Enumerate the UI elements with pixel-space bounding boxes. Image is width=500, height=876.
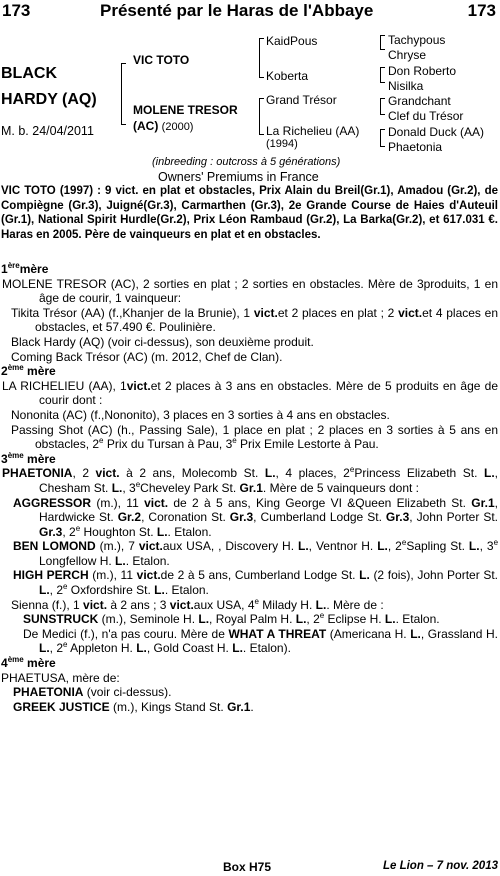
text: L. [136, 641, 147, 656]
text: BEN LOMOND [13, 539, 96, 554]
text: vict. [136, 568, 161, 583]
text: PHAETONIA [13, 685, 84, 700]
text: (m.), 7 [95, 539, 139, 554]
sup: e [63, 582, 68, 592]
text: et 2 places en plat ; 2 [277, 305, 399, 320]
text: de 2 à 5 ans, King George VI &Queen Elizabeth St. [168, 495, 472, 510]
text: , Royal Palm H. [209, 612, 296, 627]
text: , 4 places, 2 [275, 466, 350, 481]
dam3-offspring-ben-lomond [1, 539, 498, 568]
sup: e [493, 538, 499, 548]
text: Prix du Tursan à Pau, 3 [103, 437, 233, 452]
text: de 2 à 5 ans, Cumberland Lodge St. [160, 568, 360, 583]
text: , 2 [306, 612, 320, 627]
text: , Coronation St. [141, 510, 230, 525]
text: Gr.1 [239, 480, 263, 495]
dam3-offspring-de-medici [1, 627, 498, 656]
text: , Chesham St. [39, 466, 498, 495]
text: L. [410, 626, 421, 641]
pedigree-gen3-6: Clef du Trésor [388, 109, 464, 123]
dam3-heading [1, 452, 498, 467]
text: vict. [138, 539, 163, 554]
text: L. [156, 524, 168, 539]
text: (m.), 11 [91, 495, 145, 510]
dam2-offspring-2 [1, 423, 498, 452]
dam1-heading [1, 262, 498, 277]
dam2-main [1, 379, 498, 408]
text: vict. [144, 495, 169, 510]
text: . Mère de 5 vainqueurs dont : [262, 480, 419, 495]
text: , 2 [387, 539, 402, 554]
text: (m.), 11 [88, 568, 137, 583]
text: L. [232, 641, 243, 656]
dam4-heading-num: 4 [1, 656, 8, 671]
horse-info: M. b. 24/04/2011 [1, 124, 94, 138]
text: Gr.2 [117, 510, 142, 525]
dam3-heading-sup: ème [7, 450, 24, 460]
text: L. [315, 597, 327, 612]
text: et 4 places en obstacles, et 57.490 €. Poulinière. [35, 305, 498, 335]
text: vict. [83, 597, 108, 612]
page-number-right: 173 [467, 1, 496, 20]
pedigree-bracket-gen1 [121, 63, 126, 125]
text: Gr.1 [471, 495, 495, 510]
text: . Etalon. [164, 583, 209, 598]
sup: e [75, 523, 81, 533]
text: L. [154, 583, 165, 598]
text: L. [384, 612, 396, 627]
text: L. [377, 539, 388, 554]
text: , Gold Coast H. [146, 641, 233, 656]
pedigree-gen3-7: Donald Duck (AA) [388, 125, 485, 139]
pedigree-gen2-1: KaidPous [266, 34, 318, 48]
pedigree-gen2-4: La Richelieu (AA) [266, 124, 360, 138]
text: (Americana H. [326, 626, 411, 641]
pedigree-bracket-kaidpous [380, 35, 385, 50]
pedigree-bracket-sire [259, 38, 264, 78]
pedigree-gen2-4-year: (1994) [266, 138, 298, 150]
sup: e [232, 436, 237, 446]
pedigree-gen3-2: Chryse [388, 48, 427, 62]
pedigree-bracket-la-richelieu [380, 129, 385, 147]
dam3-offspring-sunstruck [1, 612, 498, 627]
page-number-left: 173 [2, 1, 31, 20]
text: Longfellow H. [39, 553, 116, 568]
sup: e [63, 640, 68, 650]
text: Gr.3 [385, 510, 410, 525]
text: Passing Shot (AC) (h., Passing Sale), 1 place en plat ; 2 places en 3 sorties à 5 ans en obstacles, 2 [11, 422, 498, 452]
pedigree-bracket-dam [259, 98, 264, 135]
text: De Medici (f.), n'a pas couru. Mère de [23, 626, 229, 641]
footer-box: Box H75 [223, 860, 272, 874]
text: , Cumberland Lodge St. [253, 510, 386, 525]
text: . Etalon. [125, 553, 170, 568]
sire-paragraph: VIC TOTO (1997) : 9 vict. en plat et obstacles, Prix Alain du Breil(Gr.1), Amadou (Gr.2), de Compiègne (Gr.3), Juigné(Gr.3), Carmarthen (Gr.3), 2e Grande Course de Haies d'Auteuil (Gr.1), National Spirit Hurdle(Gr.2), Prix Léon Rambaud (Gr.2), La Barka(Gr.2), et 617.031 €. Haras en 2005. Père de vainqueurs en plat et en obstacles. [1, 185, 498, 241]
text: GREEK JUSTICE [13, 699, 110, 714]
pedigree-sire: VIC TOTO [133, 53, 190, 67]
owners-premiums: Owners' Premiums in France [158, 170, 319, 184]
text: Gr.1 [227, 699, 251, 714]
text: L. [115, 553, 126, 568]
pedigree-dam-suffix: (AC) [133, 119, 159, 133]
text: , 2 [72, 466, 96, 481]
text: (voir ci-dessus). [83, 685, 172, 700]
text: vict. [126, 378, 151, 393]
text: Appleton H. [67, 641, 137, 656]
dam1-offspring-3: Coming Back Trésor (AC) (m. 2012, Chef de Clan). [11, 349, 283, 364]
text: L. [297, 539, 309, 554]
page-title: Présenté par le Haras de l'Abbaye [100, 1, 374, 20]
text: et 2 places à 3 ans en obstacles. Mère de 5 produits en âge de courir dont : [39, 378, 498, 408]
text: L. [483, 466, 495, 481]
dam3-offspring-aggressor [1, 496, 498, 540]
text: , 2 [49, 641, 64, 656]
dam1-main: MOLENE TRESOR (AC), 2 sorties en plat ; 2 sorties en obstacles. Mère de 3produits, 1 en âge de courir, 1 vainqueur: [2, 276, 498, 306]
dam4-main: PHAETUSA, mère de: [1, 670, 120, 685]
text: L. [111, 480, 123, 495]
horse-name-line1: BLACK [1, 65, 57, 82]
pedigree-gen2-3: Grand Trésor [266, 93, 337, 107]
text: , John Porter St. [409, 510, 499, 525]
pedigree-dam-year: (2000) [161, 121, 194, 133]
sup: e [99, 436, 104, 446]
horse-name-line2: HARDY (AQ) [1, 91, 97, 108]
text: , 2 [49, 583, 64, 598]
dam3-heading-word: mère [27, 451, 56, 466]
sup: e [135, 479, 141, 489]
dam1-heading-word: mère [19, 262, 49, 276]
text: , Hardwicke St. [39, 495, 498, 525]
pedigree-gen3-4: Nisilka [388, 79, 424, 93]
pedigree-gen2-2: Koberta [266, 69, 309, 83]
pedigree-gen3-5: Grandchant [388, 94, 451, 108]
pedigree-bracket-koberta [380, 67, 385, 83]
dam4-heading [1, 656, 498, 671]
text: , Grassland H. [420, 626, 498, 641]
dam4-heading-word: mère [27, 656, 56, 671]
text: L. [39, 583, 50, 598]
text: WHAT A THREAT [228, 626, 327, 641]
text: vict. [253, 305, 278, 320]
text: , 3 [479, 539, 494, 554]
text: HIGH PERCH [13, 568, 89, 583]
text: Gr.3 [229, 510, 254, 525]
text: . [250, 699, 254, 714]
pedigree-gen3-8: Phaetonia [388, 140, 443, 154]
sup: e [254, 596, 259, 606]
dam2-heading-sup: ème [7, 363, 24, 373]
inbreeding-note: (inbreeding : outcross à 5 générations) [152, 156, 341, 168]
dam3-main [1, 466, 498, 495]
text: , 2 [62, 524, 76, 539]
text: L. [198, 612, 210, 627]
text: (m.), Kings Stand St. [109, 699, 228, 714]
footer-source: Le Lion – 7 nov. 2013 [382, 860, 498, 872]
text: Princess Elizabeth St. [354, 466, 484, 481]
dam4-offspring-2 [1, 700, 498, 715]
text: . Etalon). [242, 641, 291, 656]
dam1-offspring-1 [1, 306, 498, 335]
dam3-offspring-sienna [1, 598, 498, 613]
pedigree-gen3-1: Tachypous [388, 33, 446, 47]
text: L. [295, 612, 307, 627]
text: . Mère de : [326, 597, 384, 612]
dam2-offspring-1: Nononita (AC) (f.,Nononito), 3 places en 3 sorties à 4 ans en obstacles. [11, 407, 390, 422]
dam1-heading-sup: ère [7, 261, 20, 270]
dam1-offspring-2: Black Hardy (AQ) (voir ci-dessus), son deuxième produit. [11, 334, 314, 349]
dam4-offspring-1 [1, 685, 498, 700]
sup: e [401, 538, 407, 548]
text: PHAETONIA [2, 466, 73, 481]
dam3-offspring-high-perch [1, 568, 498, 597]
pedigree-gen3-3: Don Roberto [388, 64, 457, 78]
sup: e [319, 611, 325, 621]
text: Sapling St. [406, 539, 469, 554]
text: Houghton St. [80, 524, 157, 539]
text: AGGRESSOR [13, 495, 92, 510]
text: Milady H. [258, 597, 316, 612]
text: L. [264, 466, 276, 481]
text: aux USA, , Discovery H. [162, 539, 298, 554]
text: Prix Emile Lestorte à Pau. [236, 437, 379, 452]
text: à 2 ans, Molecomb St. [119, 466, 265, 481]
pedigree-bracket-grand-tresor [380, 98, 385, 115]
text: L. [359, 568, 370, 583]
text: Cheveley Park St. [140, 480, 240, 495]
text: (2 fois), John Porter St. [369, 568, 498, 583]
dam4-heading-sup: ème [7, 655, 24, 665]
page-header [2, 1, 496, 23]
dam2-heading [1, 364, 498, 379]
text: LA RICHELIEU (AA), 1 [2, 378, 127, 393]
sup: e [349, 465, 355, 475]
text: Gr.3 [39, 524, 63, 539]
dam1-heading-num: 1 [1, 262, 8, 276]
text: . Etalon. [395, 612, 440, 627]
dam2-heading-word: mère [27, 364, 56, 379]
text: SUNSTRUCK [23, 612, 99, 627]
text: à 2 ans ; 3 [107, 597, 170, 612]
dam-lines [1, 262, 498, 714]
text: Tikita Trésor (AA) (f.,Khanjer de la Brunie), 1 [11, 305, 254, 320]
dam2-heading-num: 2 [1, 364, 8, 379]
text: , 3 [122, 480, 136, 495]
text: vict. [95, 466, 120, 481]
text: aux USA, 4 [193, 597, 255, 612]
pedigree-dam: MOLENE TRESOR [133, 103, 238, 117]
text: vict. [169, 597, 194, 612]
text: (m.), Seminole H. [98, 612, 199, 627]
text: Sienna (f.), 1 [11, 597, 84, 612]
text: , Ventnor H. [308, 539, 378, 554]
text: Oxfordshire St. [67, 583, 155, 598]
text: L. [39, 641, 50, 656]
dam3-heading-num: 3 [1, 451, 8, 466]
text: Eclipse H. [324, 612, 385, 627]
text: . Etalon. [167, 524, 212, 539]
text: L. [468, 539, 480, 554]
pedigree-dam-line2 [133, 119, 193, 133]
text: vict. [398, 305, 423, 320]
